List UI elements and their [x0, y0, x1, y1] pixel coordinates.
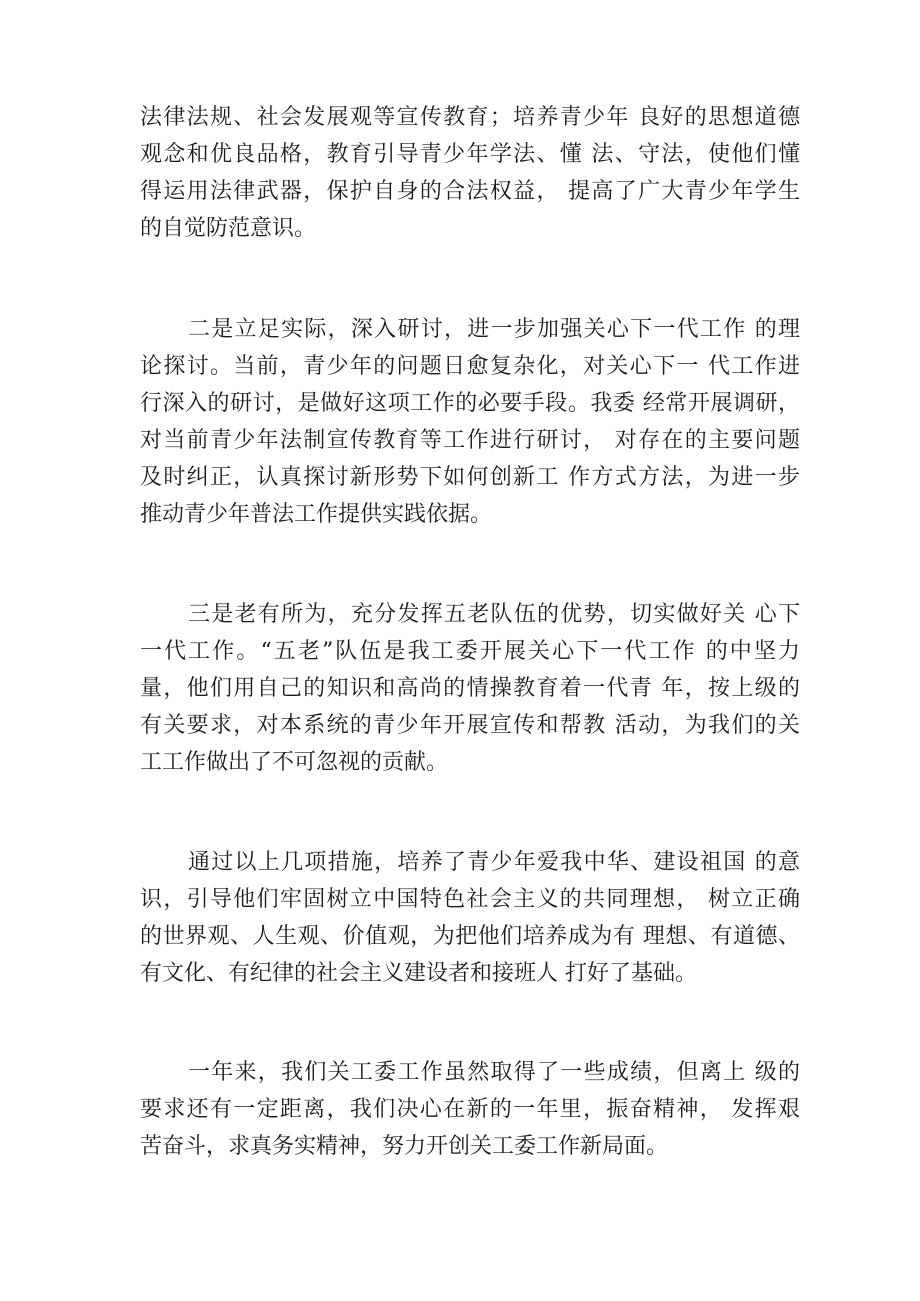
text-line: 行深入的研讨，是做好这项工作的必要手段。我委 经常开展调研，	[140, 391, 800, 416]
paragraph-2	[140, 311, 800, 533]
paragraph-1	[140, 99, 800, 247]
text-line: 的自觉防范意识。	[140, 216, 317, 241]
text-line: 有关要求，对本系统的青少年开展宣传和帮教 活动，为我们的关	[140, 713, 800, 738]
text-line: 要求还有一定距离，我们决心在新的一年里，振奋精神， 发挥艰	[140, 1097, 800, 1122]
text-line: 论探讨。当前，青少年的问题日愈复杂化，对关心下一 代工作进	[140, 354, 800, 379]
text-line: 推动青少年普法工作提供实践依据。	[140, 502, 493, 527]
text-line: 三是老有所为，充分发挥五老队伍的优势，切实做好关 心下	[188, 602, 800, 627]
text-line: 对当前青少年法制宣传教育等工作进行研讨， 对存在的主要问题	[140, 428, 800, 453]
text-line: 工工作做出了不可忽视的贡献。	[140, 750, 449, 775]
text-line: 识，引导他们牢固树立中国特色社会主义的共同理想， 树立正确	[140, 887, 800, 912]
text-line: 的世界观、人生观、价值观，为把他们培养成为有 理想、有道德、	[140, 924, 800, 949]
text-line: 苦奋斗，求真务实精神，努力开创关工委工作新局面。	[140, 1134, 669, 1159]
text-line: 及时纠正，认真探讨新形势下如何创新工 作方式方法，为进一步	[140, 465, 800, 490]
text-line: 一代工作。“五老”队伍是我工委开展关心下一代工作 的中坚力	[140, 639, 800, 664]
text-line: 得运用法律武器，保护自身的合法权益， 提高了广大青少年学生	[140, 179, 800, 204]
text-line: 有文化、有纪律的社会主义建设者和接班人 打好了基础。	[140, 961, 697, 986]
text-line: 观念和优良品格，教育引导青少年学法、懂 法、守法，使他们懂	[140, 142, 800, 167]
text-line: 通过以上几项措施，培养了青少年爱我中华、建设祖国 的意	[188, 850, 800, 875]
text-line: 法律法规、社会发展观等宣传教育；培养青少年 良好的思想道德	[140, 105, 800, 130]
paragraph-3	[140, 596, 800, 781]
text-line: 二是立足实际，深入研讨，进一步加强关心下一代工作 的理	[188, 317, 800, 342]
paragraph-5	[140, 1054, 800, 1165]
paragraph-4	[140, 844, 800, 992]
text-line: 量，他们用自己的知识和高尚的情操教育着一代青 年，按上级的	[140, 676, 800, 701]
text-line: 一年来，我们关工委工作虽然取得了一些成绩，但离上 级的	[188, 1060, 800, 1085]
